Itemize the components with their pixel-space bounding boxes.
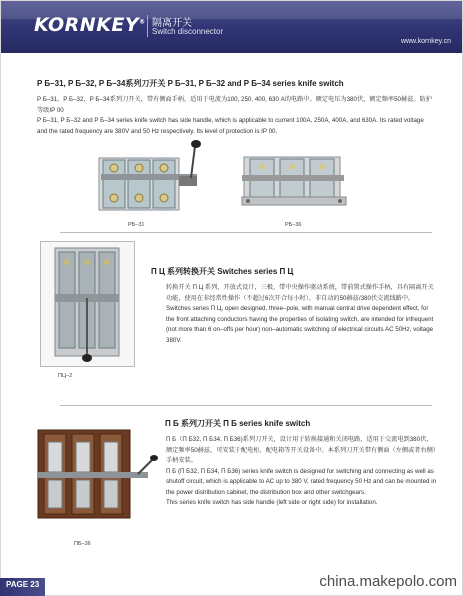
section2-para-en: Switches series П Ц, open designed, three–pole, with manual central drive dependent effect, for the front attaching conductors having the properties of isolating switch, are intended for infrequent (not more than 6 on–offs per hour) non–automatic switching of electrical circuits AC 50Hz, voltage 380V. [166, 305, 434, 344]
section3-para-en-2: This series knife switch has side handle (left side or right side) for installation. [166, 499, 378, 506]
pc2-switch-photo [41, 242, 134, 366]
pb36-caption: PБ–36 [285, 222, 302, 228]
brand-logo: KORNKEY® [34, 14, 146, 36]
section1-para-en: P Б–31, P Б–32 and P Б–34 series knife switch has side handle, which is applicable to current 100A, 250A, 400A, and 630A. Its rated voltage and the rated frequency are 380V and 50 Hz respectively. Its level of protection is IP 00. [37, 117, 424, 135]
pb36-large-switch-photo [34, 424, 159, 530]
pc2-caption: ПЦ–2 [58, 373, 73, 379]
pc2-photo-frame [40, 241, 135, 367]
pb36-switch-photo [240, 145, 350, 217]
section3-para-en-1: П Б (П Б32, П Б34, П Б36) series knife switch is designed for switching and connecting as well as shutoff circuit, which is applicable to AC up to 380 V, rated frequency 50 Hz and can be mounted in the power distribution cabinet, the distribution box and other switchgears. [166, 467, 437, 496]
footer-watermark: china.makepolo.com [319, 573, 457, 590]
section-divider-2 [60, 405, 432, 406]
section3-title: П Б 系列刀开关 П Б series knife switch [165, 419, 311, 428]
header-title-cn: 隔离开关 [152, 18, 192, 29]
section1-description [37, 95, 433, 137]
header-title-en: Switch disconnector [152, 27, 224, 36]
section2-description [166, 283, 436, 346]
header-divider [147, 15, 148, 37]
section2-title: П Ц 系列转换开关 Switches series П Ц [151, 267, 294, 276]
section3-para-cn: П Б（П Б32, П Б34, П Б36)系列刀开关，设计用于转换接通和关闭电路，适用于交流电到380伏，额定频率50赫兹，可安装于配电柜、配电箱等开关设备中。本系列刀开关带有侧面（左侧或者右侧）手柄安装。 [166, 436, 436, 464]
pb31-caption: PБ–31 [128, 222, 145, 228]
section3-description [166, 435, 436, 509]
section1-para-cn: P Б–31，P Б–32，P Б–34系列刀开关，带有侧面手柄，适用于电流为100, 250, 400, 630 A的电路中。额定电压为380伏，额定频率50赫兹。防护等级IP 00 [37, 96, 432, 114]
section-divider-1 [60, 232, 432, 233]
pb31-switch-photo [95, 138, 215, 220]
section2-para-cn: 转换开关 П Ц 系列，开放式设计，三极，带中央操作驱动系统，带前置式操作手柄，具有隔离开关功能，使用在非经常性操作（不超过6次开合每小时）、非自动的50赫兹/380伏交流线路中。 [166, 284, 434, 302]
pb36-large-caption: ПБ–36 [74, 541, 91, 547]
header-url: www.kornkey.cn [400, 38, 451, 45]
section1-title: P Б–31, P Б–32, P Б–34系列刀开关 P Б–31, P Б–32 and P Б–34 series knife switch [37, 79, 344, 88]
footer-page-number: PAGE 23 [6, 580, 40, 589]
